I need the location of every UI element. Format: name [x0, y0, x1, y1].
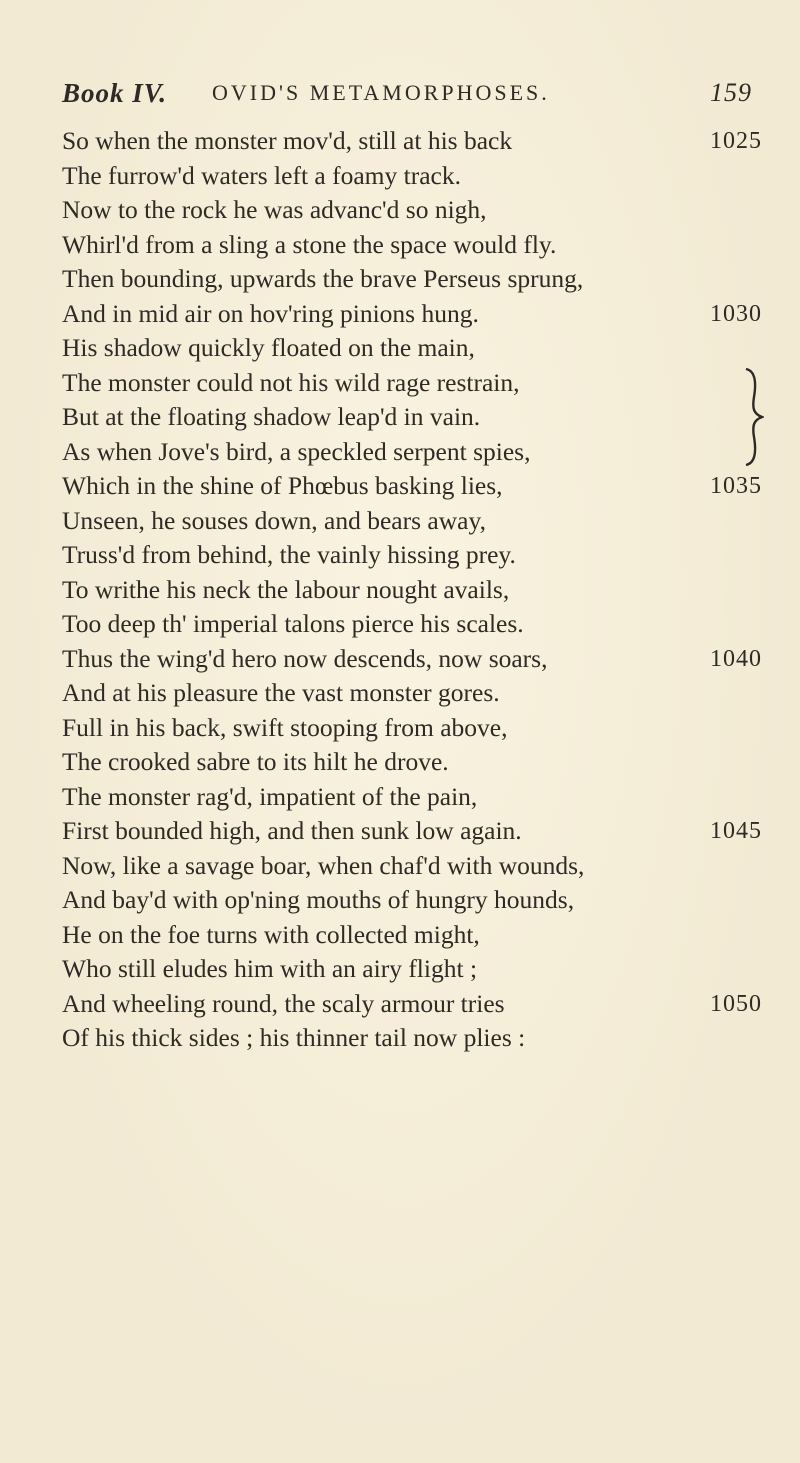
verse-text: Who still eludes him with an airy flight ;	[62, 954, 478, 983]
verse-text: First bounded high, and then sunk low again.	[62, 816, 522, 845]
verse-text: And in mid air on hov'ring pinions hung.	[62, 298, 479, 328]
verse-line	[62, 262, 762, 297]
verse-text: Truss'd from behind, the vainly hissing prey.	[62, 540, 516, 569]
verse-line	[62, 366, 762, 401]
verse-line	[62, 745, 762, 780]
verse-line	[62, 538, 762, 573]
line-number: 1040	[710, 645, 762, 672]
verse-text: Now to the rock he was advanc'd so nigh,	[62, 195, 487, 224]
line-number: 1050	[710, 990, 762, 1017]
verse-text: Now, like a savage boar, when chaf'd with wounds,	[62, 850, 585, 880]
verse-text: Then bounding, upwards the brave Perseus sprung,	[62, 264, 584, 293]
verse-line	[62, 297, 762, 332]
verse-text: Which in the shine of Phœbus basking lies,	[62, 471, 503, 500]
verse-line	[62, 435, 762, 470]
verse-text: The monster could not his wild rage restrain,	[62, 367, 520, 397]
verse-line	[62, 193, 762, 228]
verse-line	[62, 952, 762, 987]
verse-line	[62, 469, 762, 504]
verse-text: Full in his back, swift stooping from above,	[62, 712, 508, 742]
page-number: 159	[710, 78, 752, 107]
running-head	[62, 78, 752, 118]
verse-text: But at the floating shadow leap'd in vain.	[62, 402, 481, 431]
verse-text: Of his thick sides ; his thinner tail now plies :	[62, 1023, 526, 1052]
line-number: 1025	[710, 128, 762, 154]
verse-line	[62, 124, 762, 159]
book-label: Book IV.	[62, 78, 168, 108]
line-number: 1030	[710, 300, 762, 327]
line-number: 1045	[710, 818, 762, 844]
poem-text	[62, 124, 762, 1056]
verse-line	[62, 883, 762, 918]
verse-line	[62, 642, 762, 677]
verse-line	[62, 400, 762, 435]
verse-text: The crooked sabre to its hilt he drove.	[62, 747, 449, 776]
verse-line	[62, 711, 762, 746]
triplet-brace	[742, 367, 764, 467]
verse-line	[62, 159, 762, 194]
verse-line	[62, 1021, 762, 1056]
verse-text: As when Jove's bird, a speckled serpent spies,	[62, 436, 531, 466]
verse-text: To writhe his neck the labour nought avails,	[62, 574, 510, 604]
verse-line	[62, 573, 762, 608]
verse-text: And wheeling round, the scaly armour tries	[62, 988, 505, 1018]
verse-line	[62, 849, 762, 884]
verse-text: And at his pleasure the vast monster gores.	[62, 678, 500, 707]
verse-line	[62, 504, 762, 539]
work-title: OVID'S METAMORPHOSES.	[212, 80, 550, 105]
verse-line	[62, 607, 762, 642]
verse-text: And bay'd with op'ning mouths of hungry hounds,	[62, 885, 575, 914]
verse-text: Thus the wing'd hero now descends, now soars,	[62, 643, 548, 673]
verse-text: Too deep th' imperial talons pierce his scales.	[62, 609, 524, 638]
verse-line	[62, 780, 762, 815]
verse-text: His shadow quickly floated on the main,	[62, 333, 475, 362]
verse-line	[62, 814, 762, 849]
verse-text: So when the monster mov'd, still at his back	[62, 126, 513, 155]
verse-line	[62, 918, 762, 953]
verse-line	[62, 676, 762, 711]
verse-line	[62, 228, 762, 263]
verse-text: He on the foe turns with collected might,	[62, 919, 480, 949]
verse-line	[62, 331, 762, 366]
verse-line	[62, 987, 762, 1022]
verse-text: The furrow'd waters left a foamy track.	[62, 160, 461, 190]
verse-text: Unseen, he souses down, and bears away,	[62, 505, 486, 535]
line-number: 1035	[710, 473, 762, 499]
verse-text: The monster rag'd, impatient of the pain,	[62, 781, 478, 811]
verse-text: Whirl'd from a sling a stone the space would fly.	[62, 229, 557, 259]
